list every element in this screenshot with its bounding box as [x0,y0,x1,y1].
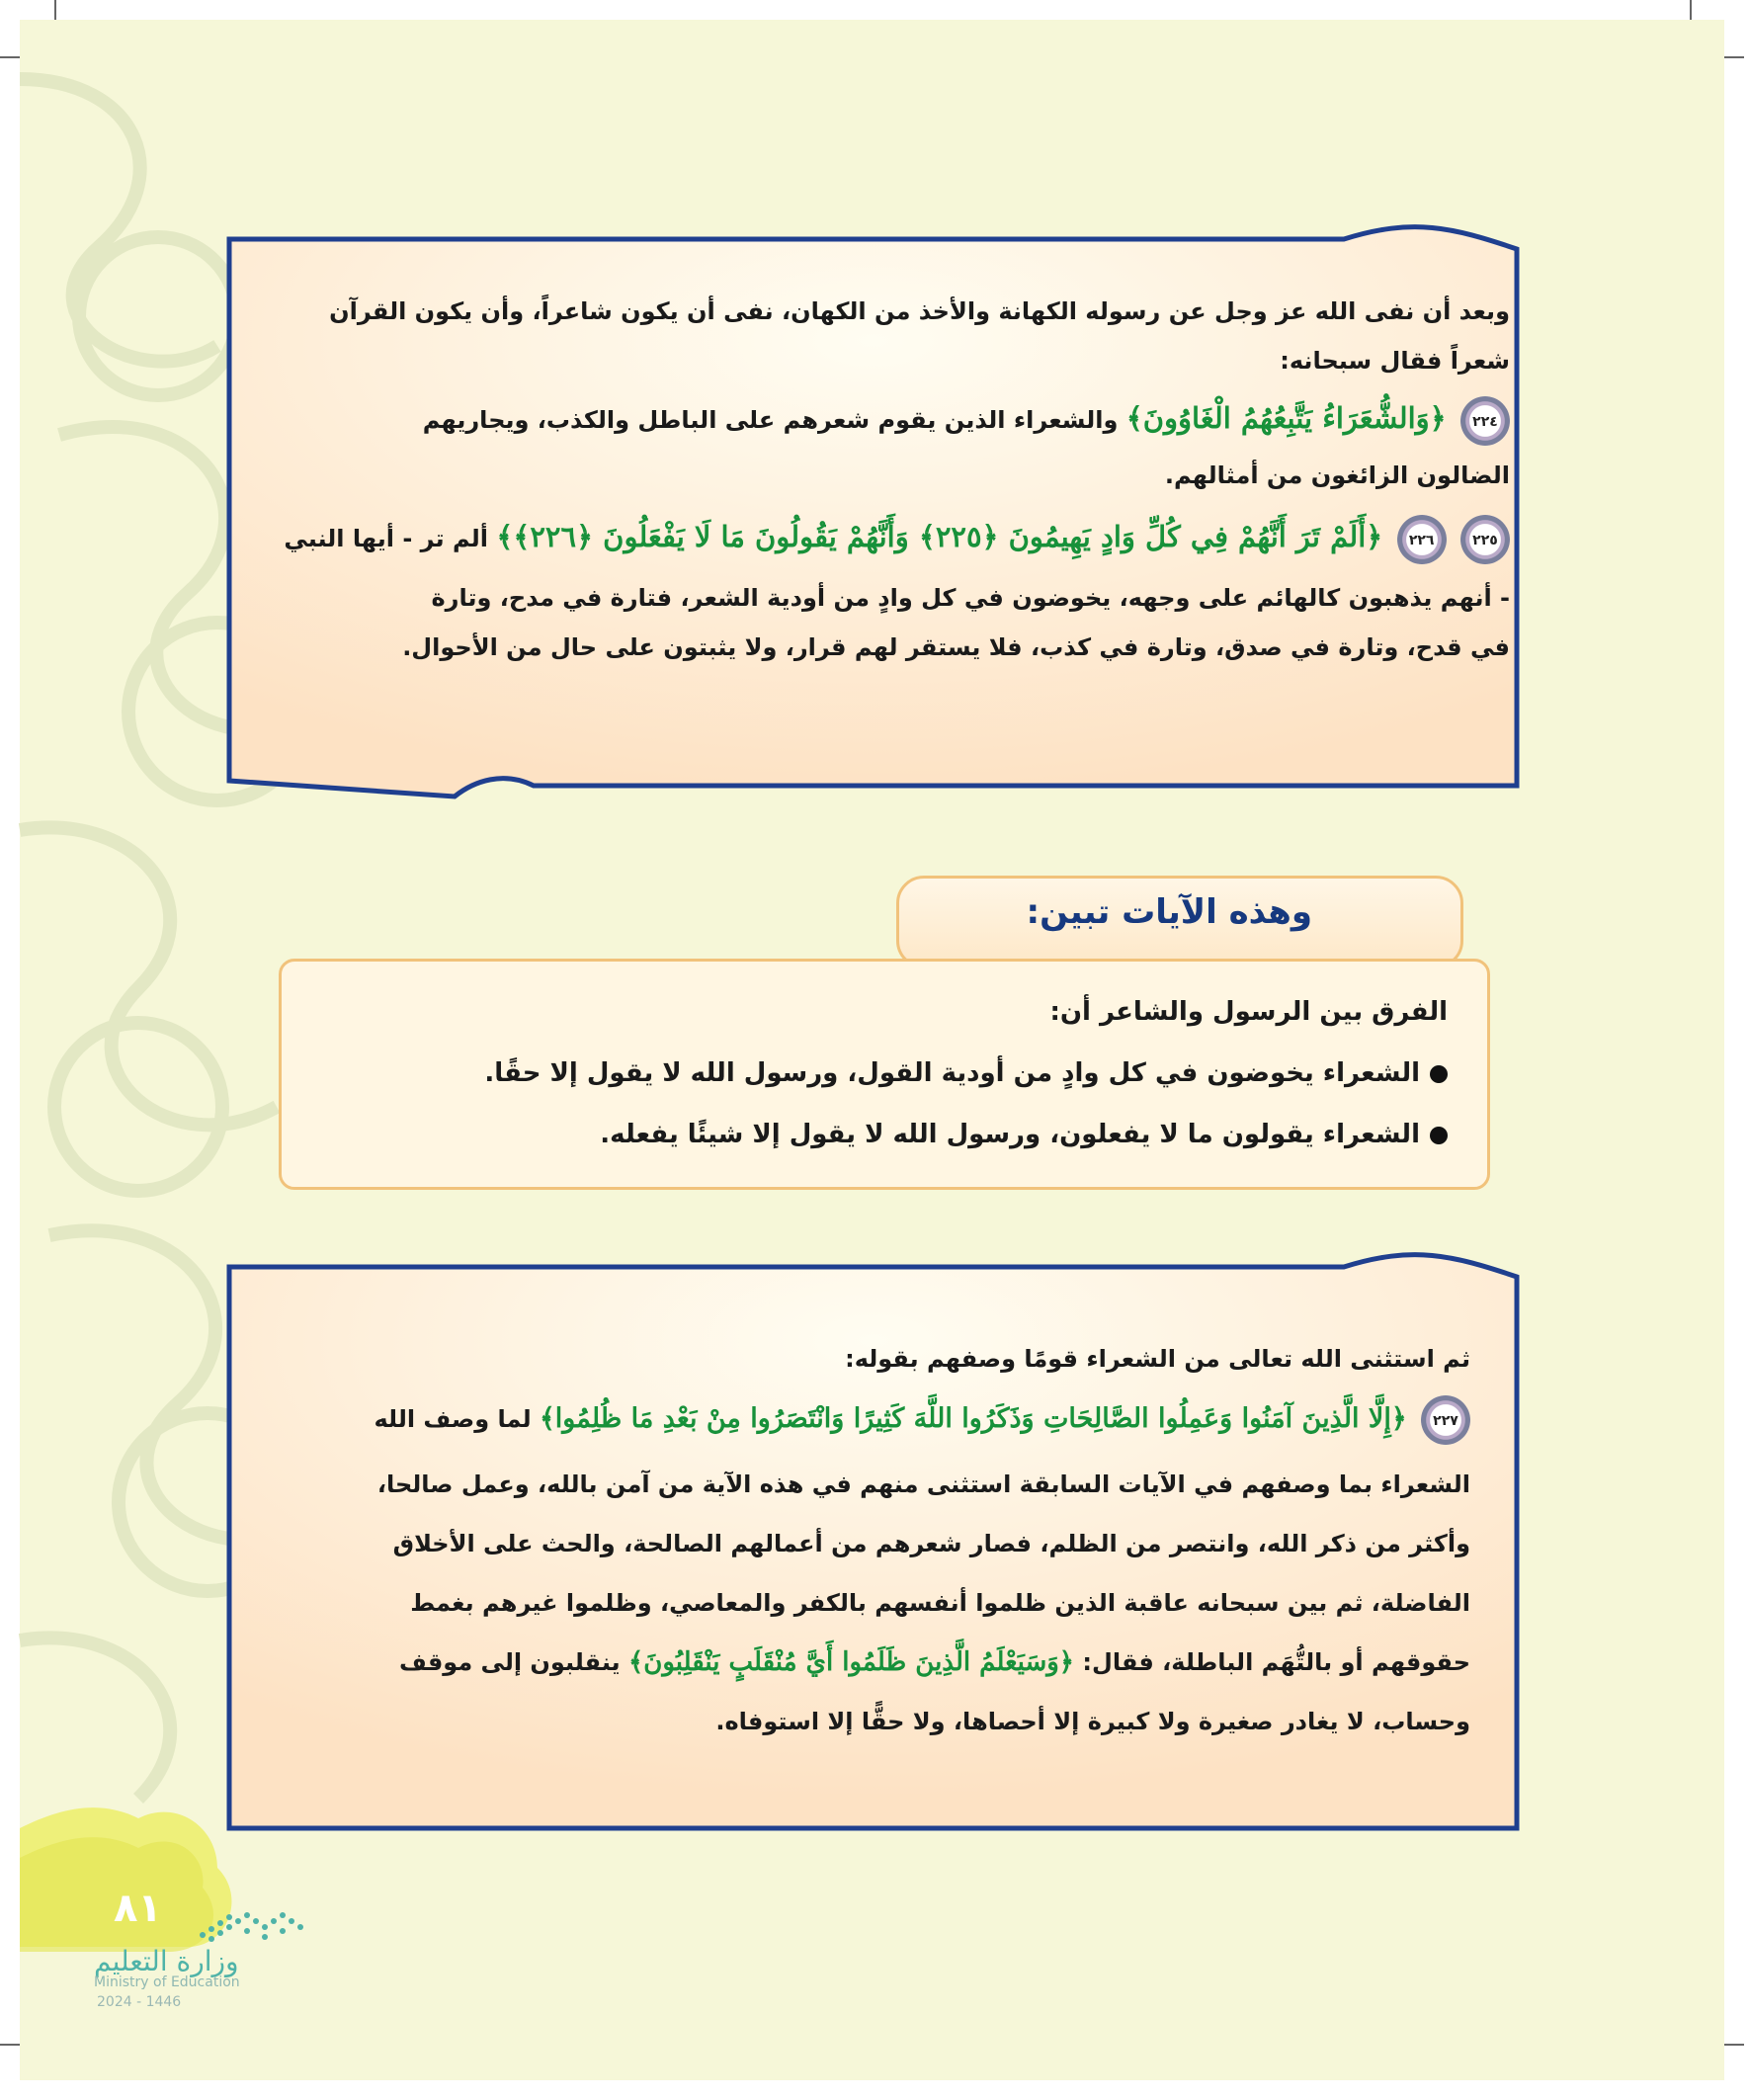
verse-commentary: والشعراء الذين يقوم شعرهم على الباطل والكذب، ويجاريهم [422,406,1119,434]
verse-line [364,1384,1470,1455]
text-line: ثم استثنى الله تعالى من الشعراء قومًا وصفهم بقوله: [845,1345,1470,1373]
verse-commentary: ينقلبون إلى موقف [399,1648,621,1676]
crop-mark [0,56,20,58]
quran-verse: ﴿وَالشُّعَرَاءُ يَتَّبِعُهُمُ الْغَاوُونَ﴾ [1125,401,1447,435]
bullet-dot [1430,1127,1448,1144]
box2-text [364,1334,1470,1751]
text-line: وأكثر من ذكر الله، وانتصر من الظلم، فصار شعرهم من أعمالهم الصالحة، والحث على الأخلاق [392,1530,1470,1557]
bullet-text: الشعراء يقولون ما لا يفعلون، ورسول الله لا يقول إلا شيئًا يفعله. [600,1120,1420,1149]
verse-number-medallion: ٢٢٧ [1421,1395,1470,1445]
verse-number-medallion: ٢٢٤ [1460,396,1510,446]
quran-verse: ﴿أَلَمْ تَرَ أَنَّهُمْ فِي كُلِّ وَادٍ يَهِيمُونَ ﴿٢٢٥﴾ وَأَنَّهُمْ يَقُولُونَ مَا لَا يَفْعَلُونَ ﴿٢٢٦﴾﴾ [496,520,1383,553]
text-line: الضالون الزائغون من أمثالهم. [1164,462,1510,489]
section-heading-tab [896,876,1463,968]
explanation-box-1 [208,208,1541,810]
info-intro: الفرق بين الرسول والشاعر أن: [1049,997,1448,1027]
ministry-logo-text: وزارة التعليم [94,1945,239,1977]
quran-verse: ﴿إِلَّا الَّذِينَ آمَنُوا وَعَمِلُوا الصَّالِحَاتِ وَذَكَرُوا اللَّهَ كَثِيرًا وَانْتَصَرُوا مِنْ بَعْدِ مَا ظُلِمُوا﴾ [539,1403,1407,1434]
bullet-item [484,1104,1448,1165]
section-heading: وهذه الآيات تبين: [1026,892,1312,932]
ministry-logo-year: 2024 - 1446 [97,1994,182,2010]
verse-line [284,500,1510,573]
explanation-box-2 [208,1235,1541,1848]
text-line: الفاضلة، ثم بين سبحانه عاقبة الذين ظلموا أنفسهم بالكفر والمعاصي، وظلموا غيرهم بغمط [410,1589,1470,1617]
box1-text [284,287,1510,672]
bullet-text: الشعراء يخوضون في كل وادٍ من أودية القول، ورسول الله لا يقول إلا حقًا. [484,1058,1420,1088]
info-box [279,959,1490,1190]
quran-verse: ﴿وَسَيَعْلَمُ الَّذِينَ ظَلَمُوا أَيَّ مُنْقَلَبٍ يَنْقَلِبُونَ﴾ [628,1647,1075,1677]
verse-commentary: ألم تر - أيها النبي [284,525,489,552]
verse-line [383,385,1510,451]
text-line: شعراً فقال سبحانه: [1280,347,1510,375]
text-line: وبعد أن نفى الله عز وجل عن رسوله الكهانة والأخذ من الكهان، نفى أن يكون شاعراً، وأن يكون القرآن [329,297,1510,325]
text-line: - أنهم يذهبون كالهائم على وجهه، يخوضون في كل وادٍ من أودية الشعر، فتارة في مدح، وتارة [431,584,1510,612]
ministry-logo-icon [198,1905,306,1945]
text-line: الشعراء بما وصفهم في الآيات السابقة استثنى منهم في هذه الآية من آمن بالله، وعمل صالحا، [376,1470,1470,1498]
book-page [20,20,1724,2080]
crop-mark [0,2044,20,2046]
text-line: في قدح، وتارة في صدق، وتارة في كذب، فلا يستقر لهم قرار، ولا يثبتون على حال من الأحوال. [402,633,1510,661]
text-line: وحساب، لا يغادر صغيرة ولا كبيرة إلا أحصاها، ولا حقًّا إلا استوفاه. [715,1708,1470,1735]
ministry-logo-english: Ministry of Education [94,1974,240,1990]
verse-number-medallion: ٢٢٥ [1460,515,1510,564]
bullet-dot [1430,1065,1448,1083]
info-text [484,981,1448,1165]
crop-mark [54,0,56,20]
verse-number-medallion: ٢٢٦ [1397,515,1447,564]
crop-mark [1690,0,1692,20]
verse-lead-text: حقوقهم أو بالتُّهَم الباطلة، فقال: [1082,1648,1470,1676]
bullet-item [484,1043,1448,1104]
verse-commentary: لما وصف الله [374,1405,532,1433]
page-number: ٨١ [114,1886,162,1931]
verse-line [364,1633,1470,1692]
